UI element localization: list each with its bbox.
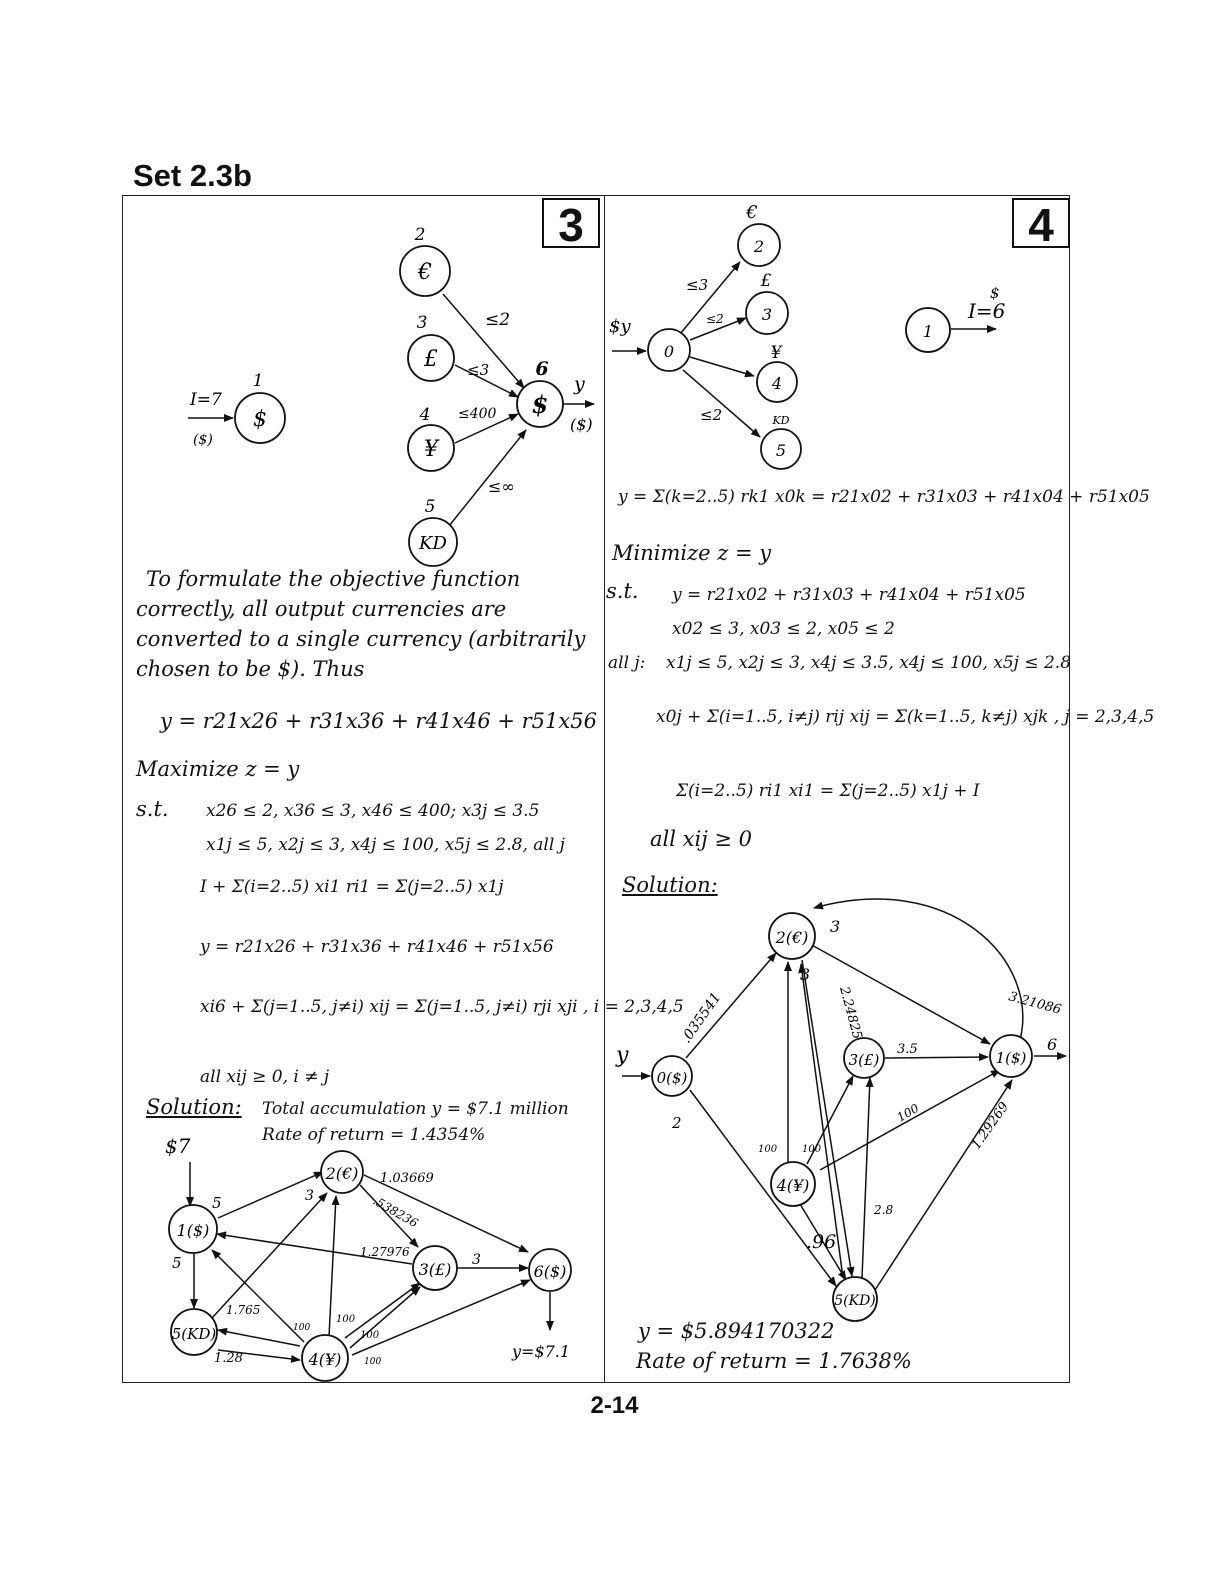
p3-sol-node-4-label: 4(¥) bbox=[308, 1350, 342, 1369]
p4-sol-e-5-3: 2.8 bbox=[874, 1203, 894, 1217]
p4-constraint-5: Σ(i=2..5) ri1 xi1 = Σ(j=2..5) x1j + I bbox=[676, 781, 980, 801]
p4-node-1-id: 1 bbox=[922, 322, 934, 341]
p4-sol-node-1-label: 1($) bbox=[995, 1049, 1027, 1067]
p4-sol-node-0 bbox=[652, 1056, 692, 1096]
p3-node-3-id: 3 bbox=[416, 313, 428, 333]
p3-solution-label: Solution: bbox=[146, 1095, 242, 1119]
p3-sol-node-6 bbox=[529, 1249, 571, 1291]
p4-sol-e-0-5: 2 bbox=[672, 1114, 682, 1132]
p4-sol-e-2-1: 3.21086 bbox=[1006, 989, 1063, 1018]
p4-node-5-id: 5 bbox=[775, 441, 787, 460]
p3-sol-e-3-6: 3 bbox=[472, 1252, 481, 1268]
p4-network bbox=[609, 202, 1006, 469]
p3-sol-node-2 bbox=[321, 1151, 363, 1193]
p3-cap-4-6: ≤400 bbox=[458, 406, 497, 422]
p3-sol-e-1-2: 5 bbox=[212, 1194, 222, 1212]
p4-sol-e-3-1: 3.5 bbox=[897, 1042, 918, 1057]
p3-sol-node-2-label: 2(€) bbox=[325, 1164, 359, 1183]
p4-result-y: y = $5.894170322 bbox=[638, 1319, 835, 1343]
p3-input-label: I=7 bbox=[190, 390, 222, 410]
p4-cap-0-5: ≤2 bbox=[700, 406, 723, 424]
p4-constraint-6: all xij ≥ 0 bbox=[650, 827, 753, 851]
p4-sol-e-2-5: 2.24825 bbox=[836, 985, 865, 1041]
p3-sol-e-5-2: 3 bbox=[305, 1188, 314, 1204]
p4-node-3-id: 3 bbox=[761, 305, 773, 324]
page-number: 2-14 bbox=[590, 1392, 639, 1419]
p3-sol-node-4 bbox=[302, 1335, 348, 1381]
p3-node-2-label: € bbox=[418, 260, 432, 285]
p3-node-2 bbox=[400, 225, 450, 296]
p4-sol-input: y bbox=[616, 1043, 629, 1068]
p3-sol-node-6-label: 6($) bbox=[533, 1262, 567, 1281]
problem-3-number: 3 bbox=[542, 198, 600, 248]
p3-sol-e-4-5: 100 bbox=[293, 1323, 311, 1333]
p3-node-5-label: KD bbox=[419, 533, 447, 554]
p4-st-label: s.t. bbox=[606, 579, 639, 603]
p4-sol-node-1 bbox=[990, 1035, 1032, 1077]
p4-minimize: Minimize z = y bbox=[612, 541, 772, 565]
p4-sol-node-5 bbox=[833, 1277, 877, 1321]
p4-sol-node-3 bbox=[844, 1038, 884, 1078]
p3-st-label: s.t. bbox=[136, 797, 169, 821]
p3-solution-total: Total accumulation y = $7.1 million bbox=[262, 1099, 569, 1119]
p3-node-4-id: 4 bbox=[419, 405, 431, 425]
p3-constraint-1: x26 ≤ 2, x36 ≤ 3, x46 ≤ 400; x3j ≤ 3.5 bbox=[206, 801, 540, 821]
p3-sol-node-1-label: 1($) bbox=[176, 1221, 210, 1240]
p4-node-5-currency: KD bbox=[772, 414, 790, 427]
p3-sol-input: $7 bbox=[165, 1134, 191, 1158]
p4-input: $y bbox=[609, 316, 631, 337]
p4-node-2 bbox=[738, 202, 780, 266]
p4-result-rate: Rate of return = 1.7638% bbox=[636, 1349, 912, 1373]
p3-node-5-id: 5 bbox=[424, 497, 436, 517]
page-title: Set 2.3b bbox=[133, 158, 252, 193]
p3-maximize: Maximize z = y bbox=[136, 757, 300, 781]
p3-sol-e-2-6: 1.03669 bbox=[380, 1171, 434, 1186]
p3-sol-output: y=$7.1 bbox=[512, 1342, 571, 1361]
p3-constraint-5: xi6 + Σ(j=1..5, j≠i) xij = Σ(j=1..5, j≠i) rji xji , i = 2,3,4,5 bbox=[200, 997, 684, 1017]
p3-constraint-3: I + Σ(i=2..5) xi1 ri1 = Σ(j=2..5) x1j bbox=[200, 877, 504, 897]
p4-node-3 bbox=[746, 271, 788, 334]
p4-node-4-currency: ¥ bbox=[770, 343, 782, 363]
p4-sol-e-0-2: .035541 bbox=[678, 989, 725, 1047]
p3-node-2-id: 2 bbox=[414, 225, 426, 245]
p3-sol-e-2-3: .538236 bbox=[370, 1193, 421, 1231]
p4-sol-node-5-label: 5(KD) bbox=[834, 1293, 876, 1309]
p4-sol-node-4-label: 4(¥) bbox=[776, 1176, 810, 1195]
p3-solution-rate: Rate of return = 1.4354% bbox=[262, 1125, 486, 1145]
p4-sol-node-0-label: 0($) bbox=[656, 1069, 688, 1087]
p4-sol-node-3-label: 3(£) bbox=[848, 1051, 880, 1069]
p3-node-3 bbox=[408, 313, 454, 381]
p4-solution-network bbox=[615, 899, 1066, 1321]
p3-cap-3-6: ≤3 bbox=[467, 361, 490, 379]
p4-sol-node-4 bbox=[771, 1162, 815, 1206]
p3-node-5 bbox=[409, 497, 457, 566]
p4-solution-label: Solution: bbox=[622, 873, 718, 897]
p4-sol-e-4-1: 100 bbox=[894, 1101, 922, 1125]
p3-output-label: y bbox=[574, 373, 585, 395]
p4-node-2-currency: € bbox=[746, 202, 758, 223]
p3-sol-node-3-label: 3(£) bbox=[418, 1260, 452, 1279]
p3-node-3-label: £ bbox=[424, 347, 438, 372]
p4-sol-node-2 bbox=[769, 913, 815, 959]
p3-sol-e-5-4: 1.28 bbox=[214, 1351, 243, 1366]
p4-constraint-3-label: all j: bbox=[608, 653, 646, 673]
p4-sol-e-4-2: 100 bbox=[758, 1144, 778, 1155]
p3-cap-5-6: ≤∞ bbox=[488, 477, 515, 496]
p3-constraint-6: all xij ≥ 0, i ≠ j bbox=[200, 1067, 330, 1087]
p4-sol-e-5-1: 1.29269 bbox=[968, 1099, 1013, 1153]
p3-text-line-2: correctly, all output currencies are bbox=[136, 597, 507, 621]
p3-node-6 bbox=[517, 358, 563, 427]
p4-node-0 bbox=[648, 329, 690, 371]
p4-sol-node-2-label: 2(€) bbox=[775, 928, 809, 947]
p4-node-2-id: 2 bbox=[753, 237, 765, 256]
p3-text-line-1: To formulate the objective function bbox=[146, 567, 521, 591]
p4-sol-e-1-2: 3 bbox=[830, 917, 841, 936]
p4-constraint-3: x1j ≤ 5, x2j ≤ 3, x4j ≤ 3.5, x4j ≤ 100, x5j ≤ 2.8 bbox=[666, 653, 1072, 673]
p3-node-1 bbox=[235, 371, 285, 443]
p3-sol-node-1 bbox=[169, 1205, 217, 1253]
p3-sol-node-5 bbox=[171, 1309, 217, 1355]
p3-node-6-label: $ bbox=[531, 390, 549, 419]
p3-sol-node-3 bbox=[413, 1246, 457, 1290]
problem-4-number: 4 bbox=[1012, 198, 1070, 248]
p4-node-0-id: 0 bbox=[663, 342, 675, 361]
p4-cap-0-3: ≤2 bbox=[706, 312, 724, 326]
p3-sol-e-4-6: 100 bbox=[364, 1357, 382, 1367]
p4-node-5 bbox=[761, 414, 801, 469]
p3-sol-node-5-label: 5(KD) bbox=[171, 1325, 217, 1343]
p4-eq-y: y = Σ(k=2..5) rk1 x0k = r21x02 + r31x03 + r41x04 + r51x05 bbox=[618, 487, 1150, 507]
p3-sol-e-3-1: 1.27976 bbox=[360, 1245, 410, 1259]
p3-constraint-2: x1j ≤ 5, x2j ≤ 3, x4j ≤ 100, x5j ≤ 2.8, all j bbox=[206, 835, 565, 855]
p3-text-line-4: chosen to be $). Thus bbox=[136, 657, 365, 681]
p3-node-4 bbox=[408, 405, 454, 471]
p3-sol-e-4-3: 100 bbox=[360, 1330, 380, 1341]
p4-constraint-2: x02 ≤ 3, x03 ≤ 2, x05 ≤ 2 bbox=[672, 619, 895, 639]
p4-sol-e-4-3: 100 bbox=[802, 1144, 822, 1155]
p3-constraint-4: y = r21x26 + r31x36 + r41x46 + r51x56 bbox=[200, 937, 554, 957]
p4-cap-0-2: ≤3 bbox=[686, 276, 709, 294]
p4-constraint-4: x0j + Σ(i=1..5, i≠j) rij xij = Σ(k=1..5, k≠j) xjk , j = 2,3,4,5 bbox=[656, 707, 1155, 727]
p4-sol-e-4-5: .96 bbox=[806, 1231, 837, 1253]
p3-node-1-label: $ bbox=[253, 407, 267, 432]
p4-constraint-1: y = r21x02 + r31x03 + r41x04 + r51x05 bbox=[672, 585, 1026, 605]
p4-node-3-currency: £ bbox=[760, 271, 772, 291]
p3-node-1-id: 1 bbox=[252, 371, 264, 391]
p3-node-6-id: 6 bbox=[535, 358, 549, 380]
p4-node-4 bbox=[757, 343, 797, 402]
p4-sol-output: 6 bbox=[1047, 1035, 1058, 1054]
p4-node-4-id: 4 bbox=[771, 374, 783, 393]
p4-sol-e-5-2: 3 bbox=[800, 965, 811, 984]
p3-solution-network bbox=[165, 1134, 571, 1381]
p4-node-1 bbox=[906, 308, 950, 352]
p3-input-unit: ($) bbox=[193, 432, 213, 448]
p4-output: I=6 bbox=[968, 299, 1006, 323]
p3-sol-e-4-2: 100 bbox=[336, 1314, 356, 1325]
p3-output-unit: ($) bbox=[570, 415, 593, 434]
p3-network bbox=[188, 225, 594, 566]
p4-output-currency: $ bbox=[990, 284, 1000, 302]
p3-sol-e-1-5: 5 bbox=[172, 1254, 182, 1272]
p3-sol-e-4-1: 1.765 bbox=[226, 1303, 261, 1317]
p3-cap-2-6: ≤2 bbox=[485, 310, 511, 330]
p3-node-4-label: ¥ bbox=[424, 437, 438, 462]
p3-eq-y: y = r21x26 + r31x36 + r41x46 + r51x56 bbox=[160, 709, 597, 733]
p3-text-line-3: converted to a single currency (arbitrarily bbox=[136, 627, 586, 651]
